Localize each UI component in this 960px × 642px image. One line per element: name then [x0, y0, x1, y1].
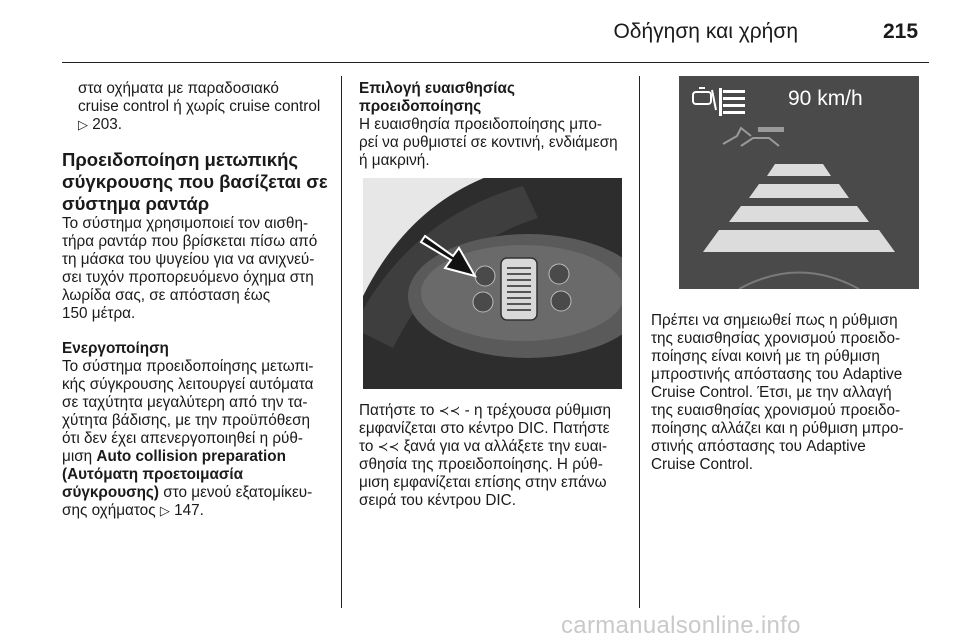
body-line [62, 502, 334, 520]
body-line: σε ταχύτητα μεγαλύτερη από την τα- [62, 394, 308, 411]
body-text: σης οχήματος [62, 502, 156, 519]
body-line: τήρα ραντάρ που βρίσκεται πίσω από [62, 233, 318, 250]
driver-info-display [679, 76, 919, 289]
column-middle [359, 80, 625, 170]
body-line: χύτητα βάδισης, με την προϋπόθεση [62, 412, 311, 429]
distance-bars [703, 164, 895, 252]
body-line [359, 438, 625, 456]
menu-setting-name: σύγκρουσης) [62, 484, 159, 501]
column-middle-lower [359, 402, 625, 510]
body-line: της ευαισθησίας χρονισμού προειδο- [651, 402, 901, 419]
subheading: προειδοποίησης [359, 98, 482, 115]
column-divider-left [341, 76, 342, 608]
body-line: σειρά του κέντρου DIC. [359, 492, 516, 509]
body-line: σθησία της προειδοποίησης. Η ρύθ- [359, 456, 603, 473]
intro-line: στα οχήματα με παραδοσιακό [78, 80, 279, 97]
body-text: ξανά για να αλλάξετε την ευαι- [403, 438, 608, 455]
body-line: μπροστινής απόστασης του Adaptive [651, 366, 903, 383]
body-text: - η τρέχουσα ρύθμιση [464, 402, 612, 419]
body-line: Cruise Control. [651, 456, 754, 473]
menu-setting-name: (Αυτόματη προετοιμασία [62, 466, 244, 483]
heading-line: σύστημα ραντάρ [62, 193, 210, 214]
body-line: ή μακρινή. [359, 152, 430, 169]
body-text: το [359, 438, 374, 455]
body-line: Cruise Control. Έτσι, με την αλλαγή [651, 384, 892, 401]
following-gap-icon: ≺≺ [438, 403, 461, 418]
page-header-title: Οδήγηση και χρήση [613, 20, 798, 43]
body-line: ότι δεν έχει απενεργοποιηθεί η ρύθ- [62, 430, 304, 447]
page-ref-icon: ▷ [159, 503, 170, 518]
body-line: ποίησης αλλάζει και η ρύθμιση μπρο- [651, 420, 904, 437]
body-text: μιση [62, 448, 93, 465]
page-ref-number: 203. [92, 116, 123, 133]
column-divider-right [639, 76, 640, 608]
collision-alert-icon [723, 128, 783, 146]
body-line: τη μάσκα του ψυγείου για να ανιχνεύ- [62, 251, 315, 268]
body-line: Το σύστημα προειδοποίησης μετωπι- [62, 358, 314, 375]
body-line: λωρίδα σας, σε απόσταση έως [62, 287, 271, 304]
following-gap-icon: ≺≺ [377, 439, 400, 454]
subheading: Ενεργοποίηση [62, 340, 169, 357]
page-ref-number: 147. [174, 502, 204, 519]
body-text: Πατήστε το [359, 402, 435, 419]
car-warning-icon [693, 88, 716, 110]
column-left [62, 80, 334, 520]
body-line [62, 484, 334, 502]
subheading: Επιλογή ευαισθησίας [359, 80, 515, 97]
body-line [62, 448, 334, 466]
watermark: carmanualsonline.info [561, 612, 801, 639]
body-line: σει τυχόν προπορευόμενο όχημα στη [62, 269, 314, 286]
body-line: κής σύγκρουσης λειτουργεί αυτόματα [62, 376, 314, 393]
menu-setting-name: Auto collision preparation [96, 448, 286, 465]
heading-line: σύγκρουσης που βασίζεται σε [62, 171, 328, 192]
body-line: Το σύστημα χρησιμοποιεί τον αισθη- [62, 215, 309, 232]
body-line: Πρέπει να σημειωθεί πως η ρύθμιση [651, 312, 898, 329]
body-line: ρεί να ρυθμιστεί σε κοντινή, ενδιάμεση [359, 134, 618, 151]
column-right-text [651, 312, 929, 474]
intro-line: cruise control ή χωρίς cruise control [78, 98, 321, 115]
body-line: Η ευαισθησία προειδοποίησης μπο- [359, 116, 602, 133]
heading-line: Προειδοποίηση μετωπικής [62, 149, 299, 170]
steering-wheel-drawing [363, 178, 622, 389]
section-heading [62, 149, 334, 215]
body-line: 150 μέτρα. [62, 305, 136, 322]
body-text: στο μενού εξατομίκευ- [163, 484, 313, 501]
body-line: ποίησης είναι κοινή με τη ρύθμιση [651, 348, 880, 365]
body-line: μιση εμφανίζεται επίσης στην επάνω [359, 474, 607, 491]
body-line [359, 402, 625, 420]
page-number: 215 [883, 20, 919, 43]
body-line: της ευαισθησίας χρονισμού προειδο- [651, 330, 901, 347]
body-line: στινής απόστασης του Adaptive [651, 438, 866, 455]
body-line: εμφανίζεται στο κέντρο DIC. Πατήστε [359, 420, 610, 437]
intro-reference [62, 116, 334, 134]
following-gap-icon [719, 88, 745, 116]
display-speed: 90 km/h [788, 87, 863, 110]
header-rule [62, 62, 929, 63]
page-ref-icon: ▷ [78, 117, 88, 132]
steering-wheel-illustration [363, 178, 622, 389]
